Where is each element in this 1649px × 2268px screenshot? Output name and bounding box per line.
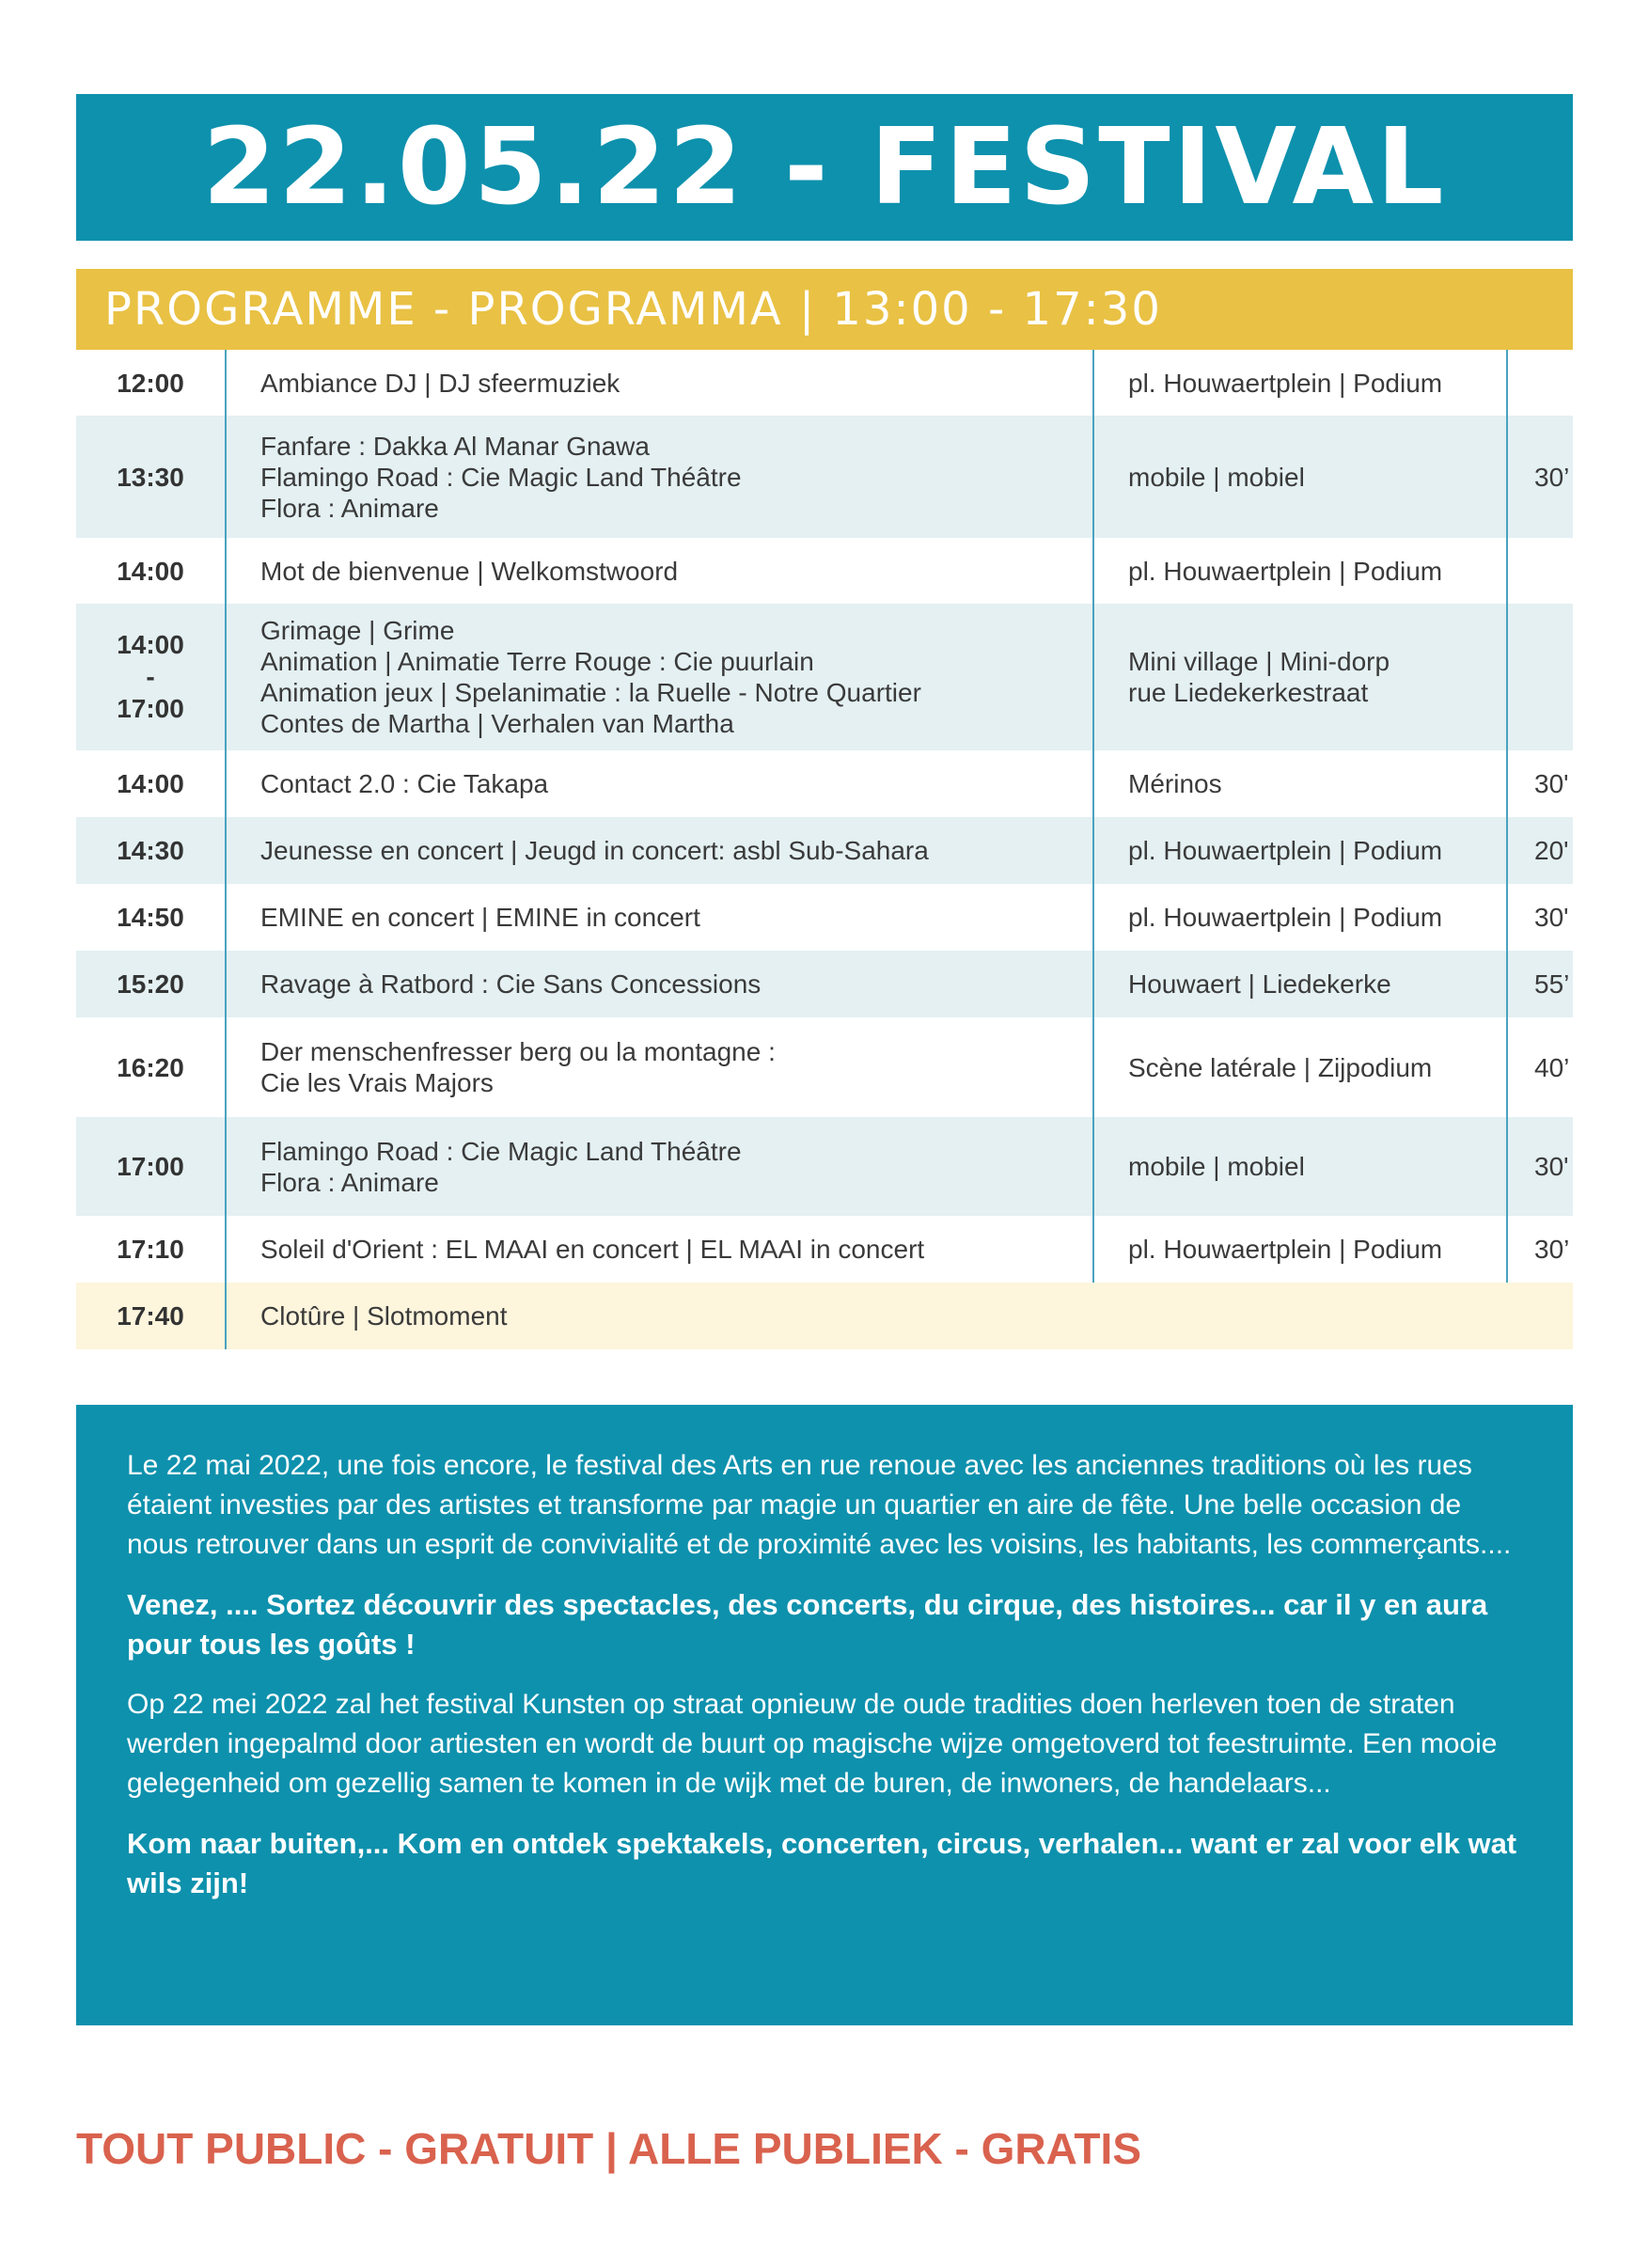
location-cell: pl. Houwaertplein | Podium: [1094, 350, 1508, 416]
table-row: [76, 1117, 1573, 1216]
page-title: 22.05.22 - FESTIVAL: [202, 106, 1447, 228]
info-fr-text: Le 22 mai 2022, une fois encore, le festival des Arts en rue renoue avec les anciennes traditions où les rues étaient investies par des artistes et transforme par magie un quartier en aire de fête. Une belle occasion de nous retrouver dans un esprit de convivialité et de proximité avec les voisins, les habitants, les commerçants....: [127, 1450, 1512, 1560]
location-cell: Scène latérale | Zijpodium: [1094, 1017, 1508, 1117]
duration-cell: 30': [1534, 769, 1569, 798]
program-header: PROGRAMME - PROGRAMMA | 13:00 - 17:30: [104, 283, 1162, 336]
time-cell: 17:00: [76, 1117, 227, 1216]
info-nl-text: Op 22 mei 2022 zal het festival Kunsten op straat opnieuw de oude tradities doen herleven toen de straten werden ingepalmd door artiesten en wordt de buurt op magische wijze omgetoverd tot feestruimte. Een mooie gelegenheid om gezellig samen te komen in de wijk met de buren, de inwoners, de handelaars...: [127, 1689, 1498, 1799]
time-cell: 14:00 - 17:00: [76, 604, 227, 750]
table-row: [76, 884, 1573, 951]
location-cell: mobile | mobiel: [1094, 416, 1508, 538]
duration-cell: 30': [1534, 1152, 1569, 1181]
table-row: [76, 604, 1573, 750]
activity-cell: Ambiance DJ | DJ sfeermuziek: [227, 350, 1094, 416]
time-cell: 14:50: [76, 884, 227, 951]
location-cell: Houwaert | Liedekerke: [1094, 951, 1508, 1017]
title-banner: [76, 94, 1573, 241]
location-cell: pl. Houwaertplein | Podium: [1094, 884, 1508, 951]
table-row: [76, 750, 1573, 817]
activity-cell: Jeunesse en concert | Jeugd in concert: asbl Sub-Sahara: [227, 817, 1094, 884]
duration-cell: [1508, 1283, 1573, 1349]
time-cell: 17:40: [76, 1283, 227, 1349]
activity-cell: Fanfare : Dakka Al Manar Gnawa Flamingo Road : Cie Magic Land Théâtre Flora : Animare: [227, 416, 1094, 538]
time-cell: 14:00: [76, 538, 227, 604]
table-row: [76, 1017, 1573, 1117]
time-cell: 14:30: [76, 817, 227, 884]
activity-cell: Contact 2.0 : Cie Takapa: [227, 750, 1094, 817]
time-cell: 16:20: [76, 1017, 227, 1117]
duration-cell: 30’: [1534, 462, 1570, 492]
footer-tagline: TOUT PUBLIC - GRATUIT | ALLE PUBLIEK - GRATIS: [76, 2124, 1141, 2173]
table-row: [76, 416, 1573, 538]
activity-cell: Soleil d'Orient : EL MAAI en concert | EL MAAI in concert: [227, 1216, 1094, 1283]
duration-cell: [1508, 350, 1573, 416]
time-cell: 15:20: [76, 951, 227, 1017]
activity-cell: Der menschenfresser berg ou la montagne : Cie les Vrais Majors: [227, 1017, 1094, 1117]
location-cell: Mérinos: [1094, 750, 1508, 817]
table-row: [76, 817, 1573, 884]
duration-cell: [1508, 604, 1573, 750]
program-header-bar: [76, 269, 1573, 350]
duration-cell: 20': [1534, 836, 1569, 865]
location-cell: Mini village | Mini-dorp rue Liedekerkestraat: [1094, 604, 1508, 750]
time-cell: 13:30: [76, 416, 227, 538]
duration-cell: 30': [1534, 903, 1569, 932]
info-fr-bold: Venez, .... Sortez découvrir des spectacles, des concerts, du cirque, des histoires... car il y en aura pour tous les goûts !: [127, 1588, 1488, 1661]
table-row: [76, 1283, 1573, 1349]
activity-cell: Flamingo Road : Cie Magic Land Théâtre Flora : Animare: [227, 1117, 1094, 1216]
time-cell: 12:00: [76, 350, 227, 416]
location-cell: pl. Houwaertplein | Podium: [1094, 1216, 1508, 1283]
duration-cell: 30’: [1534, 1235, 1570, 1264]
activity-cell: Grimage | Grime Animation | Animatie Terre Rouge : Cie puurlain Animation jeux | Spelanimatie : la Ruelle - Notre Quartier Contes de Martha | Verhalen van Martha: [227, 604, 1094, 750]
table-row: [76, 1216, 1573, 1283]
duration-cell: 55’: [1534, 969, 1570, 999]
info-nl-bold: Kom naar buiten,... Kom en ontdek spektakels, concerten, circus, verhalen... want er zal voor elk wat wils zijn!: [127, 1827, 1517, 1899]
table-row: [76, 350, 1573, 416]
schedule-table: [76, 350, 1573, 1349]
activity-cell: Mot de bienvenue | Welkomstwoord: [227, 538, 1094, 604]
activity-cell: Ravage à Ratbord : Cie Sans Concessions: [227, 951, 1094, 1017]
location-cell: mobile | mobiel: [1094, 1117, 1508, 1216]
time-cell: 17:10: [76, 1216, 227, 1283]
duration-cell: [1508, 538, 1573, 604]
activity-cell: Clotûre | Slotmoment: [260, 1301, 508, 1331]
location-cell: pl. Houwaertplein | Podium: [1094, 817, 1508, 884]
time-cell: 14:00: [76, 750, 227, 817]
location-cell: [1094, 1283, 1508, 1349]
info-panel: [76, 1405, 1573, 2025]
duration-cell: 40’: [1534, 1052, 1570, 1082]
activity-cell: EMINE en concert | EMINE in concert: [227, 884, 1094, 951]
location-cell: pl. Houwaertplein | Podium: [1094, 538, 1508, 604]
table-row: [76, 951, 1573, 1017]
table-row: [76, 538, 1573, 604]
